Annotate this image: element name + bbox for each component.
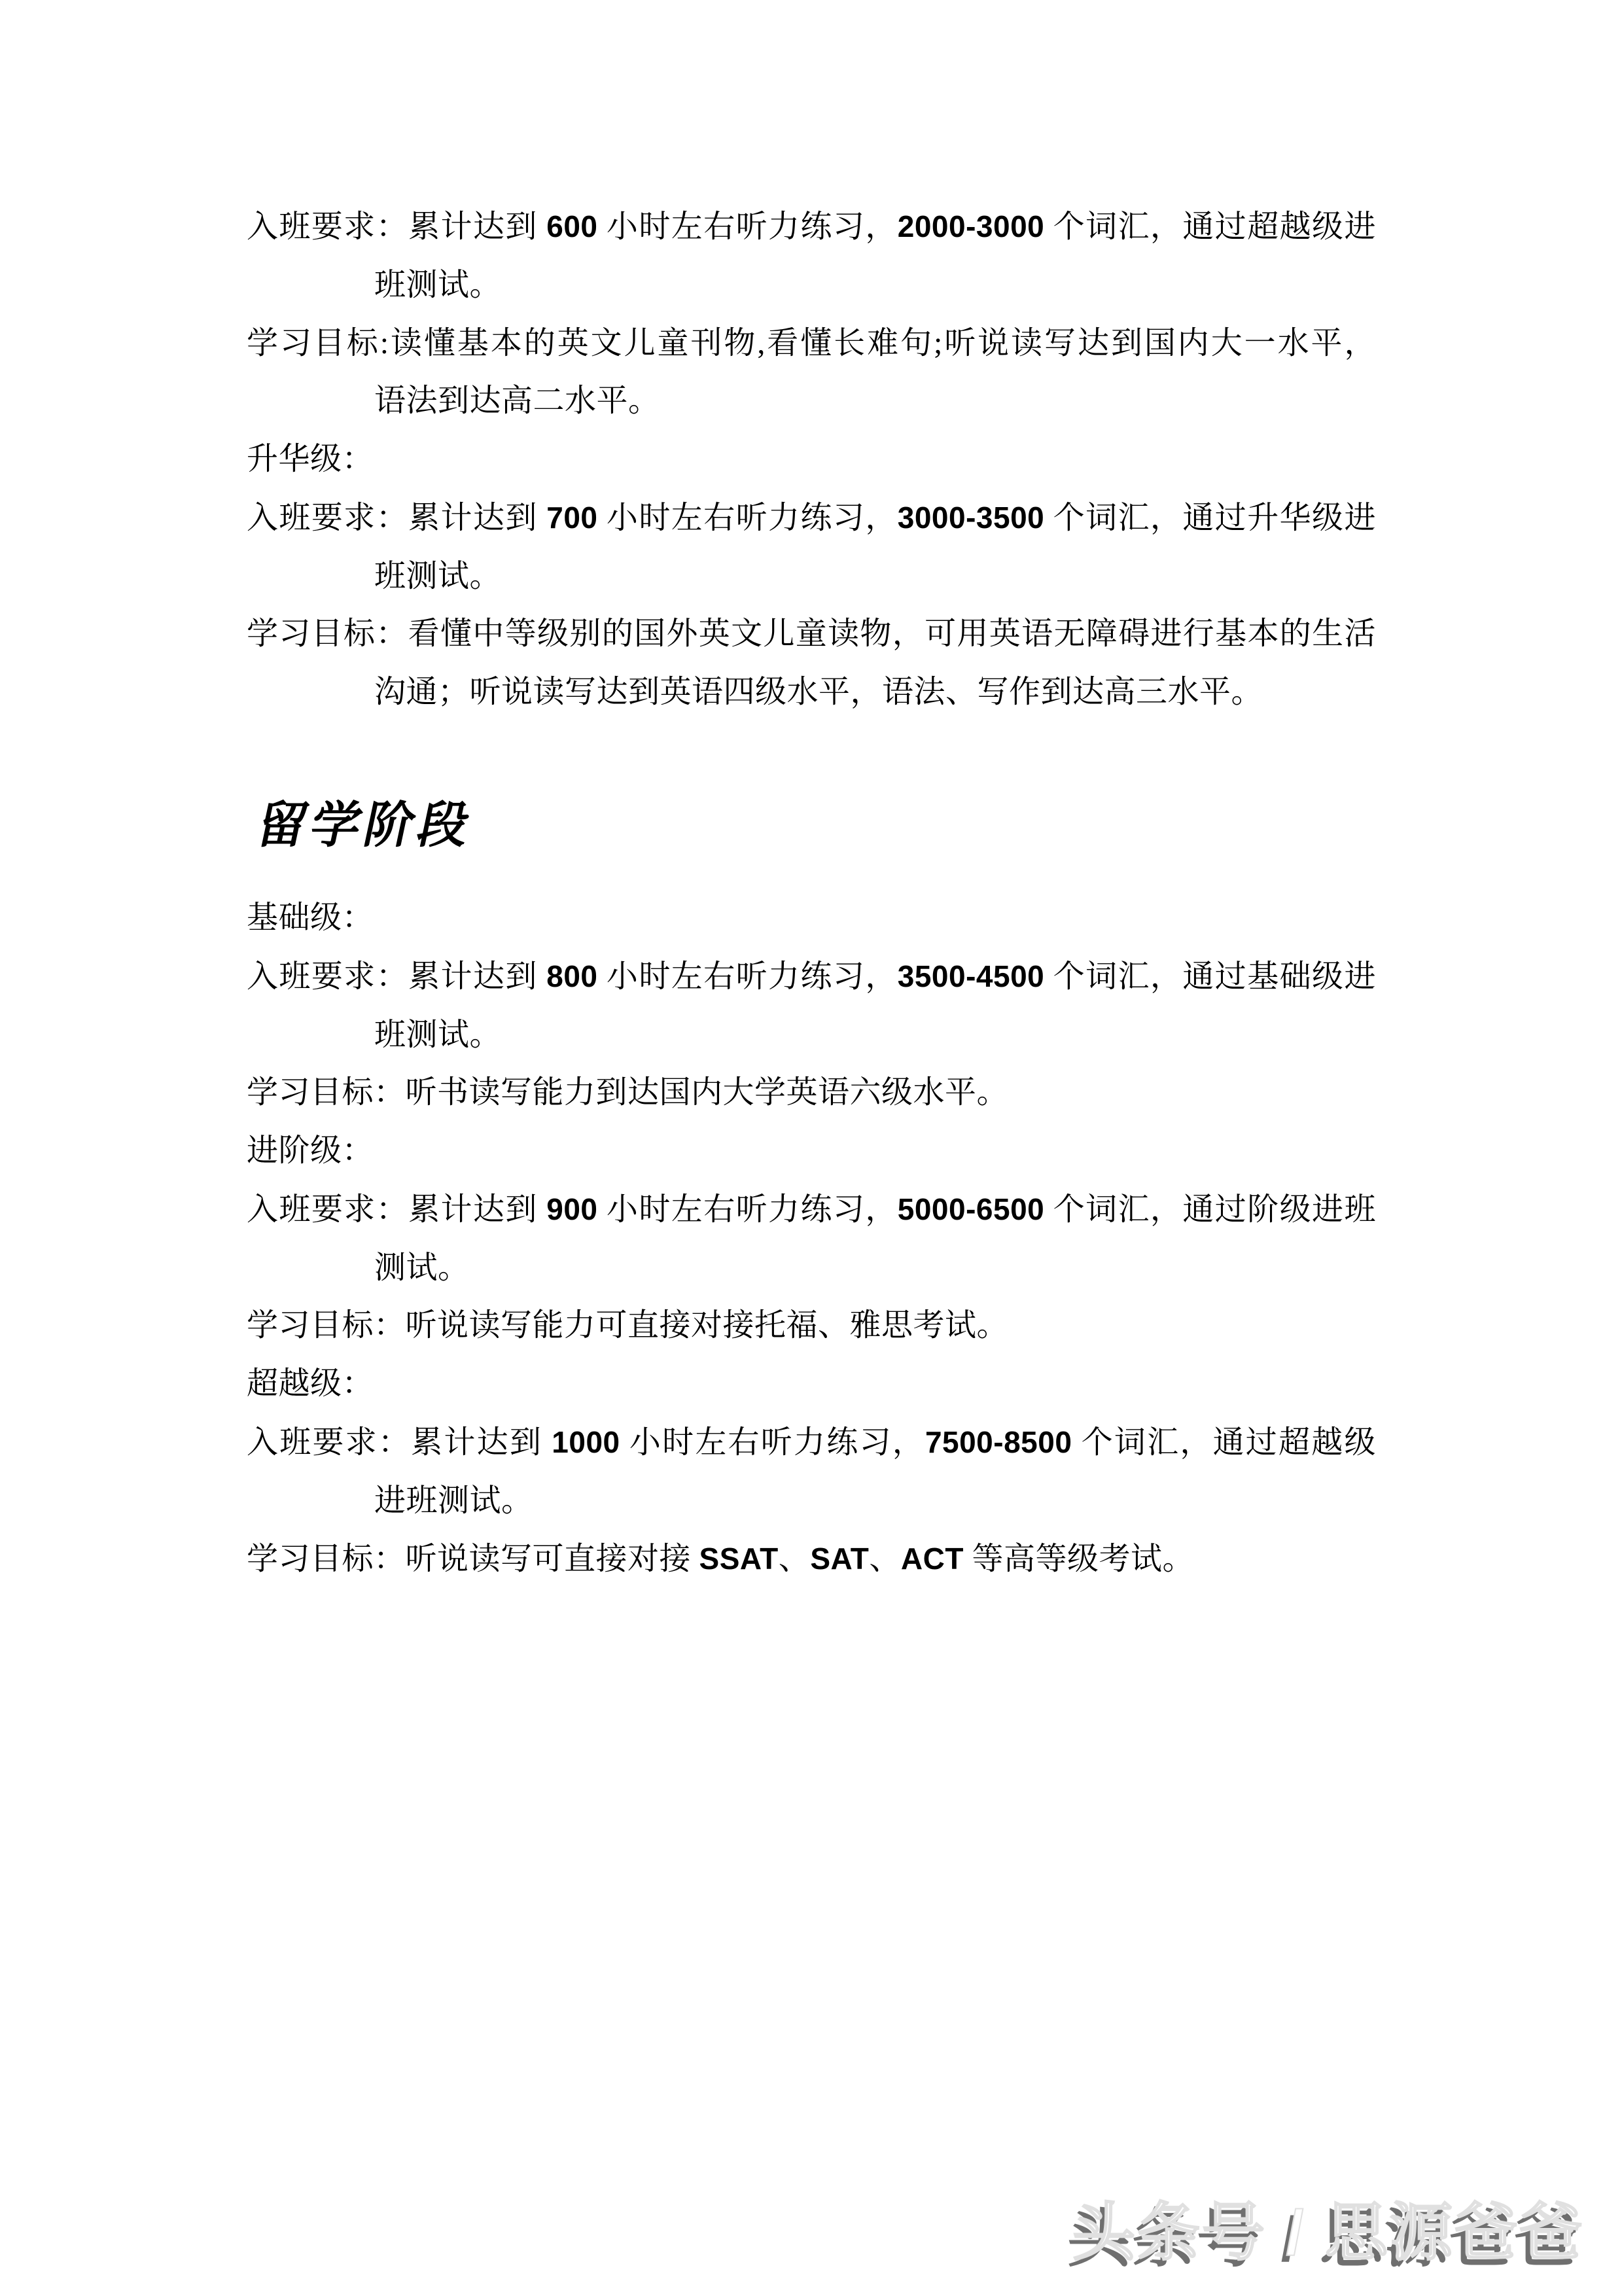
text-line: 进阶级： xyxy=(247,1133,374,1168)
latin-run: 1000 xyxy=(552,1424,620,1459)
latin-run: 600 xyxy=(546,209,598,243)
text-line: 基础级： xyxy=(247,900,374,935)
text-line: 沟通；听说读写达到英语四级水平，语法、写作到达高三水平。 xyxy=(374,675,1263,709)
text-line: 学习目标:读懂基本的英文儿童刊物,看懂长难句;听说读写达到国内大一水平， xyxy=(247,325,1376,361)
text-line: 入班要求：累计达到 800 小时左右听力练习，3500-4500 个词汇，通过基础级进 xyxy=(247,959,1376,994)
text-line: 测试。 xyxy=(374,1250,470,1285)
text-line: 超越级： xyxy=(247,1366,374,1401)
text-line: 班测试。 xyxy=(374,558,502,593)
text-line: 升华级： xyxy=(247,442,374,476)
text-line: 进班测试。 xyxy=(374,1483,533,1518)
text-line: 学习目标：听书读写能力到达国内大学英语六级水平。 xyxy=(247,1075,1009,1110)
text-line: 语法到达高二水平。 xyxy=(374,383,660,419)
text-line: 入班要求：累计达到 600 小时左右听力练习，2000-3000 个词汇，通过超越级进 xyxy=(247,209,1376,244)
latin-run: 900 xyxy=(546,1192,598,1226)
text-block-upper xyxy=(247,198,1376,722)
text-line: 班测试。 xyxy=(374,267,502,302)
latin-run: 3000-3500 xyxy=(897,500,1045,535)
latin-run: 3500-4500 xyxy=(897,959,1045,993)
text-line: 学习目标：听说读写可直接对接 SSAT、SAT、ACT 等高等级考试。 xyxy=(247,1542,1194,1577)
latin-run: 5000-6500 xyxy=(897,1192,1045,1226)
text-line: 班测试。 xyxy=(374,1017,502,1052)
latin-run: 800 xyxy=(546,959,598,993)
latin-run: SSAT xyxy=(699,1542,779,1576)
text-block-lower xyxy=(247,889,1376,1589)
text-line: 学习目标：看懂中等级别的国外英文儿童读物，可用英语无障碍进行基本的生活 xyxy=(247,616,1376,652)
latin-run: 700 xyxy=(546,500,598,535)
watermark: 头条号 / 思源爸爸 xyxy=(1072,2198,1584,2268)
text-line: 入班要求：累计达到 700 小时左右听力练习，3000-3500 个词汇，通过升华级进 xyxy=(247,500,1376,535)
latin-run: SAT xyxy=(810,1542,870,1576)
text-line: 学习目标：听说读写能力可直接对接托福、雅思考试。 xyxy=(247,1308,1009,1343)
text-line: 入班要求：累计达到 1000 小时左右听力练习，7500-8500 个词汇，通过超越级 xyxy=(247,1424,1376,1460)
latin-run: 2000-3000 xyxy=(897,209,1045,243)
latin-run: ACT xyxy=(900,1542,964,1576)
section-heading: 留学阶段 xyxy=(251,798,478,853)
latin-run: 7500-8500 xyxy=(925,1424,1072,1459)
text-line: 入班要求：累计达到 900 小时左右听力练习，5000-6500 个词汇，通过阶级进班 xyxy=(247,1192,1376,1227)
